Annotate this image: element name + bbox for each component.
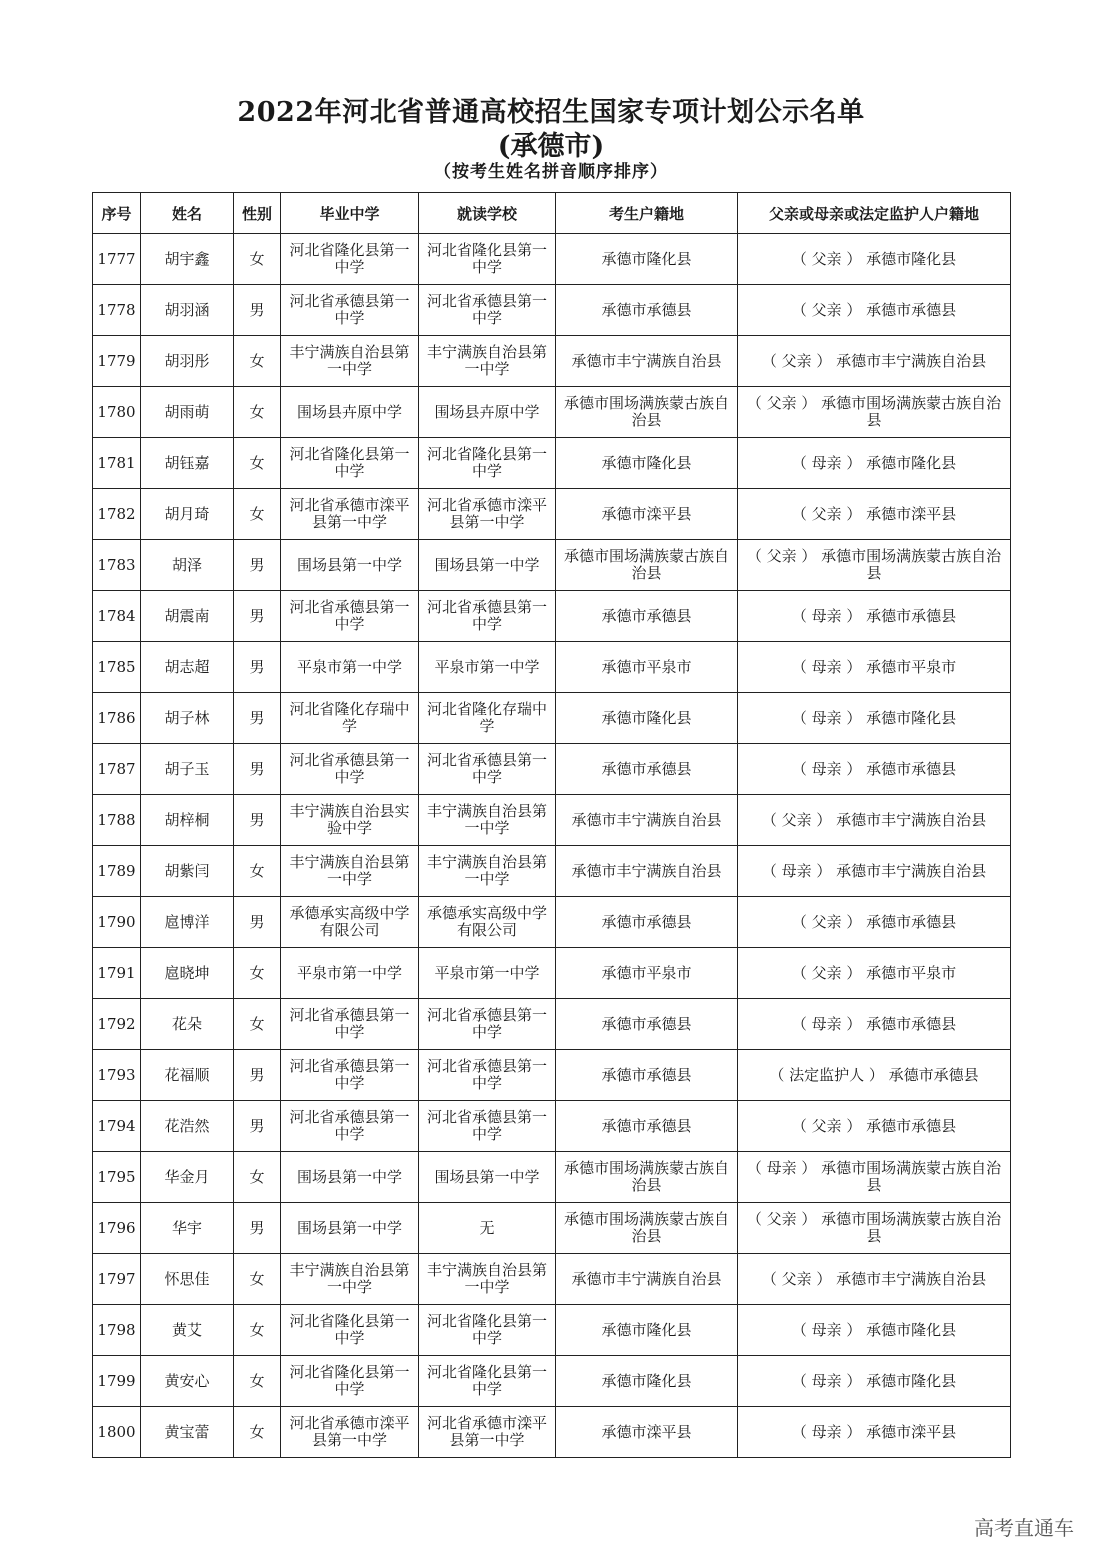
cell-guardian-hukou: （ 母亲 ） 承德市隆化县 xyxy=(738,1305,1011,1356)
table-row xyxy=(93,489,1011,540)
cell-graduated-school: 丰宁满族自治县实验中学 xyxy=(281,795,419,846)
cell-guardian-hukou: （ 母亲 ） 承德市承德县 xyxy=(738,999,1011,1050)
cell-graduated-school: 围场县第一中学 xyxy=(281,1203,419,1254)
cell-current-school: 河北省承德县第一中学 xyxy=(419,285,556,336)
cell-serial: 1795 xyxy=(93,1152,141,1203)
cell-guardian-hukou: （ 母亲 ） 承德市滦平县 xyxy=(738,1407,1011,1458)
cell-graduated-school: 河北省隆化县第一中学 xyxy=(281,234,419,285)
cell-guardian-hukou: （ 父亲 ） 承德市平泉市 xyxy=(738,948,1011,999)
cell-name: 黄艾 xyxy=(141,1305,234,1356)
table-row xyxy=(93,285,1011,336)
cell-candidate-hukou: 承德市承德县 xyxy=(556,744,738,795)
table-row xyxy=(93,336,1011,387)
cell-serial: 1783 xyxy=(93,540,141,591)
table-row xyxy=(93,999,1011,1050)
cell-guardian-hukou: （ 父亲 ） 承德市围场满族蒙古族自治县 xyxy=(738,387,1011,438)
cell-gender: 男 xyxy=(234,744,281,795)
cell-gender: 女 xyxy=(234,948,281,999)
cell-gender: 男 xyxy=(234,795,281,846)
cell-current-school: 丰宁满族自治县第一中学 xyxy=(419,846,556,897)
cell-serial: 1800 xyxy=(93,1407,141,1458)
table-row xyxy=(93,795,1011,846)
cell-gender: 女 xyxy=(234,336,281,387)
cell-serial: 1777 xyxy=(93,234,141,285)
table-row xyxy=(93,1101,1011,1152)
cell-gender: 女 xyxy=(234,438,281,489)
cell-graduated-school: 平泉市第一中学 xyxy=(281,642,419,693)
header-graduated-school: 毕业中学 xyxy=(281,193,419,234)
cell-name: 华金月 xyxy=(141,1152,234,1203)
cell-gender: 女 xyxy=(234,846,281,897)
cell-current-school: 河北省隆化县第一中学 xyxy=(419,1305,556,1356)
header-candidate-hukou: 考生户籍地 xyxy=(556,193,738,234)
cell-current-school: 承德承实高级中学有限公司 xyxy=(419,897,556,948)
cell-guardian-hukou: （ 父亲 ） 承德市承德县 xyxy=(738,897,1011,948)
cell-graduated-school: 河北省承德县第一中学 xyxy=(281,1050,419,1101)
cell-current-school: 无 xyxy=(419,1203,556,1254)
cell-guardian-hukou: （ 父亲 ） 承德市承德县 xyxy=(738,1101,1011,1152)
cell-candidate-hukou: 承德市平泉市 xyxy=(556,948,738,999)
cell-graduated-school: 丰宁满族自治县第一中学 xyxy=(281,1254,419,1305)
cell-candidate-hukou: 承德市承德县 xyxy=(556,999,738,1050)
header-current-school: 就读学校 xyxy=(419,193,556,234)
table-row xyxy=(93,1050,1011,1101)
header-serial: 序号 xyxy=(93,193,141,234)
table-row xyxy=(93,438,1011,489)
cell-name: 胡宇鑫 xyxy=(141,234,234,285)
cell-serial: 1778 xyxy=(93,285,141,336)
cell-graduated-school: 承德承实高级中学有限公司 xyxy=(281,897,419,948)
cell-candidate-hukou: 承德市滦平县 xyxy=(556,1407,738,1458)
header-name: 姓名 xyxy=(141,193,234,234)
cell-graduated-school: 河北省承德市滦平县第一中学 xyxy=(281,1407,419,1458)
cell-candidate-hukou: 承德市隆化县 xyxy=(556,438,738,489)
cell-current-school: 围场县第一中学 xyxy=(419,1152,556,1203)
table-row xyxy=(93,897,1011,948)
table-row xyxy=(93,948,1011,999)
cell-name: 花浩然 xyxy=(141,1101,234,1152)
cell-current-school: 丰宁满族自治县第一中学 xyxy=(419,1254,556,1305)
cell-guardian-hukou: （ 母亲 ） 承德市隆化县 xyxy=(738,438,1011,489)
cell-gender: 女 xyxy=(234,999,281,1050)
cell-guardian-hukou: （ 父亲 ） 承德市承德县 xyxy=(738,285,1011,336)
cell-gender: 男 xyxy=(234,897,281,948)
watermark: 高考直通车 xyxy=(974,1516,1074,1540)
cell-graduated-school: 丰宁满族自治县第一中学 xyxy=(281,336,419,387)
cell-graduated-school: 河北省隆化县第一中学 xyxy=(281,1305,419,1356)
cell-serial: 1793 xyxy=(93,1050,141,1101)
cell-graduated-school: 丰宁满族自治县第一中学 xyxy=(281,846,419,897)
cell-serial: 1781 xyxy=(93,438,141,489)
table-row xyxy=(93,744,1011,795)
candidate-table xyxy=(92,192,1011,1458)
cell-name: 胡钰嘉 xyxy=(141,438,234,489)
cell-name: 华宇 xyxy=(141,1203,234,1254)
cell-current-school: 平泉市第一中学 xyxy=(419,948,556,999)
cell-current-school: 丰宁满族自治县第一中学 xyxy=(419,795,556,846)
cell-graduated-school: 围场县卉原中学 xyxy=(281,387,419,438)
cell-graduated-school: 河北省隆化县第一中学 xyxy=(281,1356,419,1407)
cell-current-school: 河北省隆化存瑞中学 xyxy=(419,693,556,744)
cell-candidate-hukou: 承德市承德县 xyxy=(556,897,738,948)
cell-candidate-hukou: 承德市隆化县 xyxy=(556,693,738,744)
cell-current-school: 河北省承德县第一中学 xyxy=(419,1101,556,1152)
table-row xyxy=(93,1254,1011,1305)
cell-serial: 1791 xyxy=(93,948,141,999)
cell-serial: 1794 xyxy=(93,1101,141,1152)
table-row xyxy=(93,1356,1011,1407)
cell-name: 胡志超 xyxy=(141,642,234,693)
cell-gender: 女 xyxy=(234,1152,281,1203)
cell-gender: 男 xyxy=(234,1101,281,1152)
cell-serial: 1792 xyxy=(93,999,141,1050)
cell-gender: 男 xyxy=(234,693,281,744)
cell-name: 怀思佳 xyxy=(141,1254,234,1305)
cell-gender: 男 xyxy=(234,540,281,591)
table-row xyxy=(93,1203,1011,1254)
cell-name: 胡子林 xyxy=(141,693,234,744)
cell-gender: 女 xyxy=(234,1254,281,1305)
cell-guardian-hukou: （ 母亲 ） 承德市隆化县 xyxy=(738,1356,1011,1407)
cell-candidate-hukou: 承德市围场满族蒙古族自治县 xyxy=(556,387,738,438)
cell-name: 胡梓桐 xyxy=(141,795,234,846)
cell-candidate-hukou: 承德市围场满族蒙古族自治县 xyxy=(556,1152,738,1203)
cell-name: 胡雨萌 xyxy=(141,387,234,438)
page-title: 2022年河北省普通高校招生国家专项计划公示名单 xyxy=(237,97,865,128)
table-row xyxy=(93,846,1011,897)
cell-graduated-school: 平泉市第一中学 xyxy=(281,948,419,999)
cell-guardian-hukou: （ 父亲 ） 承德市隆化县 xyxy=(738,234,1011,285)
cell-guardian-hukou: （ 母亲 ） 承德市隆化县 xyxy=(738,693,1011,744)
cell-gender: 女 xyxy=(234,234,281,285)
table-row xyxy=(93,1152,1011,1203)
cell-gender: 女 xyxy=(234,387,281,438)
cell-serial: 1797 xyxy=(93,1254,141,1305)
table-row xyxy=(93,591,1011,642)
cell-current-school: 河北省承德县第一中学 xyxy=(419,591,556,642)
cell-serial: 1789 xyxy=(93,846,141,897)
cell-current-school: 河北省承德县第一中学 xyxy=(419,1050,556,1101)
cell-name: 胡羽彤 xyxy=(141,336,234,387)
table-row xyxy=(93,642,1011,693)
cell-serial: 1798 xyxy=(93,1305,141,1356)
cell-candidate-hukou: 承德市承德县 xyxy=(556,1101,738,1152)
cell-candidate-hukou: 承德市滦平县 xyxy=(556,489,738,540)
cell-graduated-school: 河北省承德市滦平县第一中学 xyxy=(281,489,419,540)
cell-current-school: 围场县卉原中学 xyxy=(419,387,556,438)
cell-serial: 1788 xyxy=(93,795,141,846)
cell-graduated-school: 围场县第一中学 xyxy=(281,1152,419,1203)
cell-candidate-hukou: 承德市隆化县 xyxy=(556,234,738,285)
cell-guardian-hukou: （ 母亲 ） 承德市承德县 xyxy=(738,591,1011,642)
cell-graduated-school: 河北省承德县第一中学 xyxy=(281,1101,419,1152)
table-header-row xyxy=(93,193,1011,234)
cell-serial: 1785 xyxy=(93,642,141,693)
cell-current-school: 河北省隆化县第一中学 xyxy=(419,438,556,489)
cell-gender: 男 xyxy=(234,1050,281,1101)
cell-candidate-hukou: 承德市承德县 xyxy=(556,1050,738,1101)
cell-serial: 1782 xyxy=(93,489,141,540)
cell-candidate-hukou: 承德市承德县 xyxy=(556,591,738,642)
cell-gender: 男 xyxy=(234,1203,281,1254)
cell-candidate-hukou: 承德市隆化县 xyxy=(556,1305,738,1356)
cell-graduated-school: 河北省承德县第一中学 xyxy=(281,744,419,795)
cell-guardian-hukou: （ 父亲 ） 承德市围场满族蒙古族自治县 xyxy=(738,540,1011,591)
cell-current-school: 河北省隆化县第一中学 xyxy=(419,234,556,285)
cell-current-school: 河北省承德市滦平县第一中学 xyxy=(419,489,556,540)
cell-gender: 女 xyxy=(234,1407,281,1458)
cell-candidate-hukou: 承德市隆化县 xyxy=(556,1356,738,1407)
cell-name: 胡子玉 xyxy=(141,744,234,795)
cell-candidate-hukou: 承德市承德县 xyxy=(556,285,738,336)
cell-name: 胡紫闫 xyxy=(141,846,234,897)
cell-gender: 男 xyxy=(234,642,281,693)
cell-guardian-hukou: （ 父亲 ） 承德市丰宁满族自治县 xyxy=(738,336,1011,387)
cell-serial: 1790 xyxy=(93,897,141,948)
cell-name: 黄安心 xyxy=(141,1356,234,1407)
cell-name: 花朵 xyxy=(141,999,234,1050)
cell-serial: 1784 xyxy=(93,591,141,642)
cell-name: 胡月琦 xyxy=(141,489,234,540)
cell-guardian-hukou: （ 父亲 ） 承德市围场满族蒙古族自治县 xyxy=(738,1203,1011,1254)
cell-name: 扈晓坤 xyxy=(141,948,234,999)
cell-current-school: 河北省承德县第一中学 xyxy=(419,744,556,795)
cell-gender: 女 xyxy=(234,489,281,540)
cell-guardian-hukou: （ 父亲 ） 承德市丰宁满族自治县 xyxy=(738,1254,1011,1305)
cell-guardian-hukou: （ 母亲 ） 承德市丰宁满族自治县 xyxy=(738,846,1011,897)
cell-guardian-hukou: （ 母亲 ） 承德市承德县 xyxy=(738,744,1011,795)
cell-candidate-hukou: 承德市丰宁满族自治县 xyxy=(556,795,738,846)
cell-name: 胡羽涵 xyxy=(141,285,234,336)
page-subtitle-sort-note: （按考生姓名拼音顺序排序） xyxy=(434,162,668,182)
cell-current-school: 河北省承德县第一中学 xyxy=(419,999,556,1050)
header-guardian-hukou: 父亲或母亲或法定监护人户籍地 xyxy=(738,193,1011,234)
cell-guardian-hukou: （ 法定监护人 ） 承德市承德县 xyxy=(738,1050,1011,1101)
cell-graduated-school: 河北省隆化县第一中学 xyxy=(281,438,419,489)
cell-candidate-hukou: 承德市丰宁满族自治县 xyxy=(556,846,738,897)
cell-gender: 男 xyxy=(234,591,281,642)
cell-gender: 男 xyxy=(234,285,281,336)
cell-current-school: 河北省隆化县第一中学 xyxy=(419,1356,556,1407)
cell-current-school: 平泉市第一中学 xyxy=(419,642,556,693)
page-subtitle-city: (承德市) xyxy=(497,131,605,162)
cell-guardian-hukou: （ 父亲 ） 承德市丰宁满族自治县 xyxy=(738,795,1011,846)
cell-current-school: 围场县第一中学 xyxy=(419,540,556,591)
table-row xyxy=(93,1305,1011,1356)
cell-name: 花福顺 xyxy=(141,1050,234,1101)
cell-candidate-hukou: 承德市围场满族蒙古族自治县 xyxy=(556,540,738,591)
cell-name: 黄宝蕾 xyxy=(141,1407,234,1458)
cell-name: 扈博洋 xyxy=(141,897,234,948)
cell-graduated-school: 河北省承德县第一中学 xyxy=(281,285,419,336)
cell-candidate-hukou: 承德市丰宁满族自治县 xyxy=(556,1254,738,1305)
cell-gender: 女 xyxy=(234,1305,281,1356)
cell-serial: 1780 xyxy=(93,387,141,438)
table-row xyxy=(93,387,1011,438)
header-gender: 性别 xyxy=(234,193,281,234)
cell-name: 胡泽 xyxy=(141,540,234,591)
cell-candidate-hukou: 承德市平泉市 xyxy=(556,642,738,693)
cell-graduated-school: 河北省承德县第一中学 xyxy=(281,591,419,642)
cell-current-school: 丰宁满族自治县第一中学 xyxy=(419,336,556,387)
cell-name: 胡震南 xyxy=(141,591,234,642)
cell-guardian-hukou: （ 母亲 ） 承德市围场满族蒙古族自治县 xyxy=(738,1152,1011,1203)
cell-gender: 女 xyxy=(234,1356,281,1407)
cell-serial: 1779 xyxy=(93,336,141,387)
cell-graduated-school: 河北省隆化存瑞中学 xyxy=(281,693,419,744)
table-row xyxy=(93,693,1011,744)
table-row xyxy=(93,1407,1011,1458)
cell-graduated-school: 河北省承德县第一中学 xyxy=(281,999,419,1050)
cell-graduated-school: 围场县第一中学 xyxy=(281,540,419,591)
table-row xyxy=(93,540,1011,591)
cell-serial: 1787 xyxy=(93,744,141,795)
table-row xyxy=(93,234,1011,285)
cell-serial: 1786 xyxy=(93,693,141,744)
cell-current-school: 河北省承德市滦平县第一中学 xyxy=(419,1407,556,1458)
cell-candidate-hukou: 承德市围场满族蒙古族自治县 xyxy=(556,1203,738,1254)
cell-guardian-hukou: （ 父亲 ） 承德市滦平县 xyxy=(738,489,1011,540)
cell-serial: 1796 xyxy=(93,1203,141,1254)
cell-serial: 1799 xyxy=(93,1356,141,1407)
cell-guardian-hukou: （ 母亲 ） 承德市平泉市 xyxy=(738,642,1011,693)
cell-candidate-hukou: 承德市丰宁满族自治县 xyxy=(556,336,738,387)
